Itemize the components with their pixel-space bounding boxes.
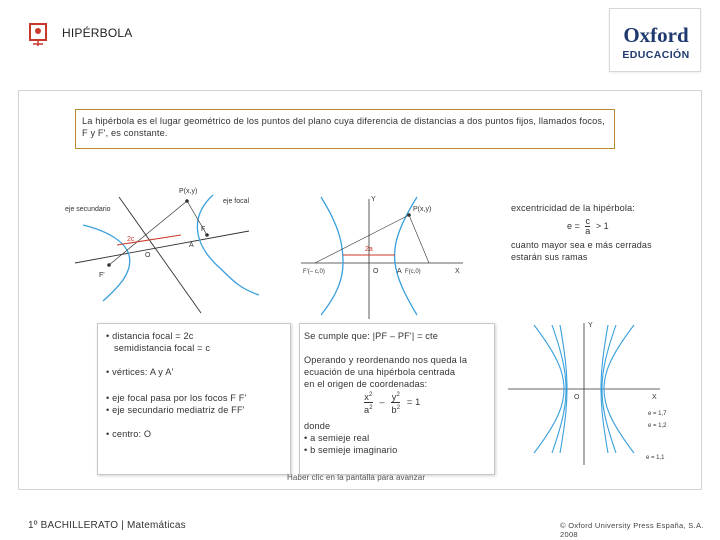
semieje-real-line: • a semieje real	[304, 433, 370, 443]
prop-distancia-focal: • distancia focal = 2c	[106, 331, 194, 341]
prop-centro: • centro: O	[106, 429, 152, 439]
ecuacion-line: ecuación de una hipérbola centrada	[304, 367, 456, 377]
hyperbola-equation	[364, 390, 420, 415]
e-rhs: > 1	[595, 220, 609, 231]
operando-line: Operando y reordenando nos queda la	[304, 355, 468, 365]
focus-f-point	[205, 233, 209, 237]
definition-box: La hipérbola es el lugar geométrico de los puntos del plano cuya diferencia de distancias a dos puntos fijos, llamados focos, F y F', es constante.	[75, 109, 615, 149]
footer-copyright: © Oxford University Press España, S.A. 2008	[560, 521, 704, 539]
label-e1: e = 1,7	[648, 411, 667, 417]
p-point	[407, 213, 411, 217]
label-eje-focal: eje focal	[223, 198, 250, 205]
eq-x-sup: 2	[369, 392, 373, 398]
excentricidad-formula	[567, 217, 609, 236]
prop-eje-focal: • eje focal pasa por los focos F F'	[106, 393, 247, 403]
label-y: Y	[371, 196, 376, 203]
label-y: Y	[588, 322, 593, 329]
hyperbola-branch-left	[321, 197, 343, 315]
e-num: c	[585, 216, 591, 226]
label-2a: 2a	[365, 246, 373, 253]
eq-minus: –	[379, 397, 385, 407]
slide-content[interactable]	[18, 90, 702, 490]
logo-educacion-text: EDUCACIÓN	[622, 49, 690, 61]
focus-f-prime-point	[107, 263, 111, 267]
e-den: a	[585, 226, 591, 236]
logo-oxford-text: Oxford	[623, 23, 689, 47]
p-point	[185, 199, 189, 203]
eq-y: y	[391, 392, 397, 403]
advance-hint: Haber clic en la pantalla para avanzar	[287, 473, 426, 482]
label-o: O	[145, 252, 151, 259]
label-f: F	[201, 226, 206, 233]
prop-semidistancia: semidistancia focal = c	[114, 343, 211, 353]
hyperbola-branch-right	[395, 197, 417, 315]
label-f-right: F(c,0)	[405, 269, 421, 275]
eccentricity-figure	[504, 319, 674, 469]
footer-course: 1º BACHILLERATO | Matemáticas	[28, 520, 186, 531]
hyperbola-branch-left	[83, 225, 130, 301]
cumple-line: Se cumple que: |PF – PF'| = cte	[304, 331, 438, 341]
label-eje-secundario: eje secundario	[65, 206, 111, 213]
label-o: O	[373, 268, 379, 275]
hyperbola-general-figure	[63, 185, 273, 315]
label-a: A	[189, 242, 194, 249]
properties-box	[97, 323, 291, 475]
label-x: X	[455, 268, 460, 275]
eq-a-sup: 2	[369, 405, 373, 412]
semieje-imaginario-line: • b semieje imaginario	[304, 445, 398, 455]
eq-a: a	[364, 405, 370, 416]
label-e3: e = 1,1	[646, 455, 665, 461]
eq-x: x	[364, 392, 369, 403]
label-o: O	[574, 394, 580, 401]
label-f-prime: F'	[99, 272, 105, 279]
excentricidad-title: excentricidad de la hipérbola:	[511, 203, 636, 213]
donde-line: donde	[304, 421, 331, 431]
origen-line: en el origen de coordenadas:	[304, 379, 428, 389]
eq-b-sup: 2	[396, 405, 401, 412]
eje-secundario-line	[119, 197, 201, 313]
eq-equals-one: = 1	[406, 397, 421, 407]
e-lhs: e =	[567, 220, 580, 231]
label-2c: 2c	[127, 236, 135, 243]
prop-vertices: • vértices: A y A'	[106, 367, 174, 377]
label-x: X	[652, 394, 657, 401]
oxford-crest-icon	[24, 20, 52, 48]
pf-line	[409, 215, 429, 263]
hyperbola-axes-figure	[297, 191, 467, 321]
label-a: A	[397, 268, 402, 275]
eq-b: b	[391, 405, 397, 416]
equation-box	[299, 323, 495, 475]
label-f-left: F'(– c,0)	[303, 269, 325, 275]
page-title: HIPÉRBOLA	[62, 26, 133, 40]
hyperbola-branch-right	[197, 195, 259, 295]
label-e2: e = 1,2	[648, 423, 667, 429]
header	[0, 0, 720, 80]
excentricidad-note: cuanto mayor sea e más cerradas estarán sus ramas	[511, 240, 652, 262]
oxford-logo	[609, 8, 701, 72]
label-p: P(x,y)	[413, 206, 432, 213]
eq-y-sup: 2	[396, 392, 400, 398]
prop-eje-secundario: • eje secundario mediatriz de FF'	[106, 405, 245, 415]
label-p: P(x,y)	[179, 188, 198, 195]
